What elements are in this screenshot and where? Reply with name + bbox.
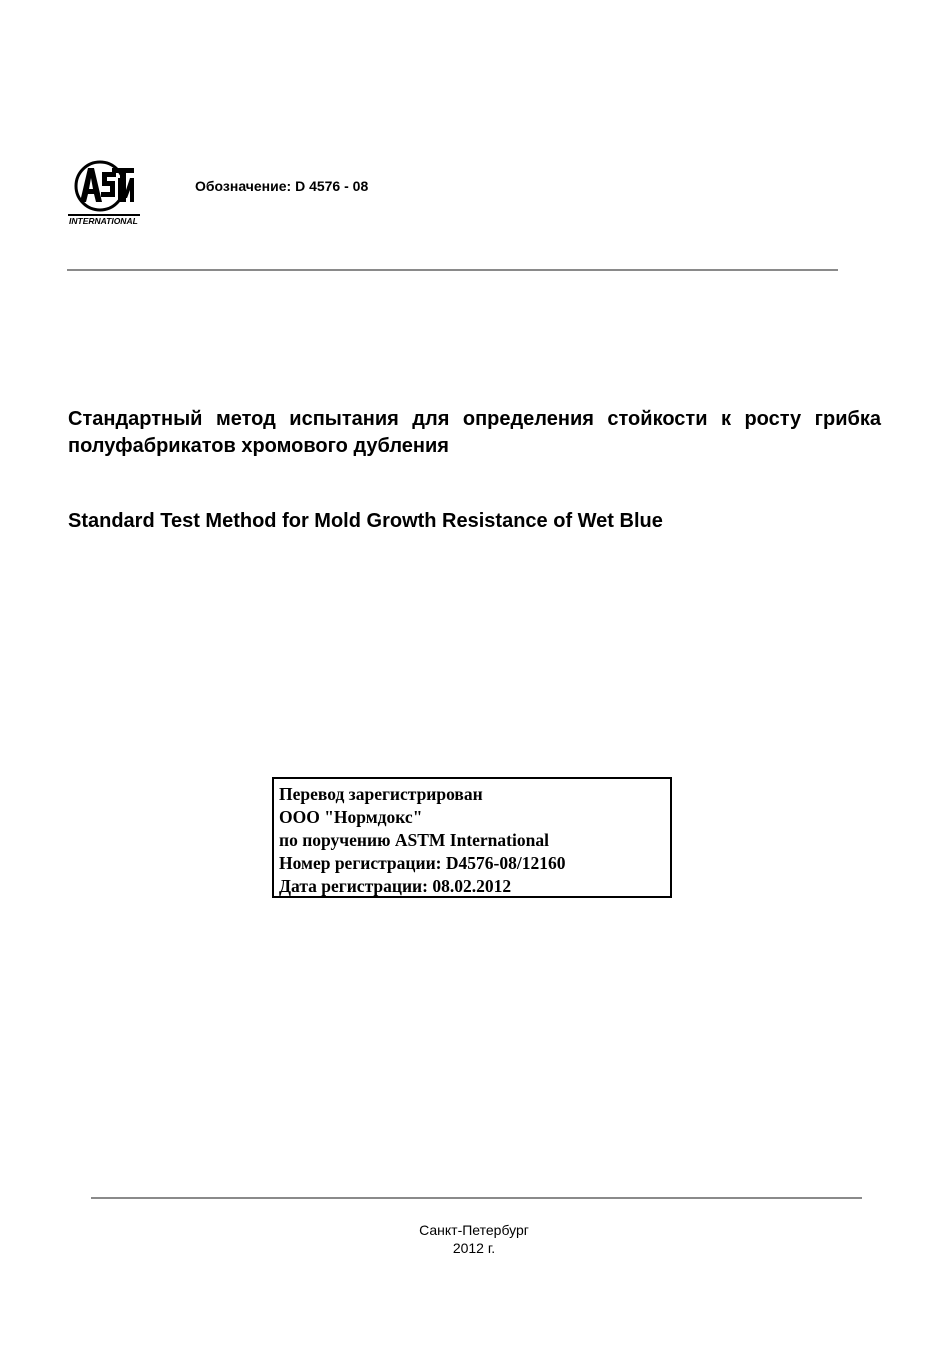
registration-line: Перевод зарегистрирован bbox=[279, 784, 483, 804]
bottom-divider bbox=[91, 1197, 862, 1199]
designation: Обозначение: D 4576 - 08 bbox=[195, 178, 369, 194]
registration-box bbox=[272, 777, 672, 898]
footer bbox=[0, 1221, 948, 1257]
title-russian: Стандартный метод испытания для определения стойкости к росту грибка полуфабрикатов хромового дубления bbox=[68, 408, 881, 457]
top-divider bbox=[67, 269, 838, 271]
title-english: Standard Test Method for Mold Growth Resistance of Wet Blue bbox=[68, 510, 663, 532]
astm-logo-icon bbox=[66, 158, 144, 228]
registration-company: ООО "Нормдокс" bbox=[279, 807, 423, 827]
registration-line: по поручению ASTM International bbox=[279, 830, 549, 850]
footer-year: 2012 г. bbox=[452, 1240, 496, 1256]
logo-text: INTERNATIONAL bbox=[69, 216, 138, 226]
footer-city: Санкт-Петербург bbox=[419, 1222, 529, 1238]
registration-number: Номер регистрации: D4576-08/12160 bbox=[279, 853, 566, 873]
registration-date: Дата регистрации: 08.02.2012 bbox=[279, 876, 512, 896]
